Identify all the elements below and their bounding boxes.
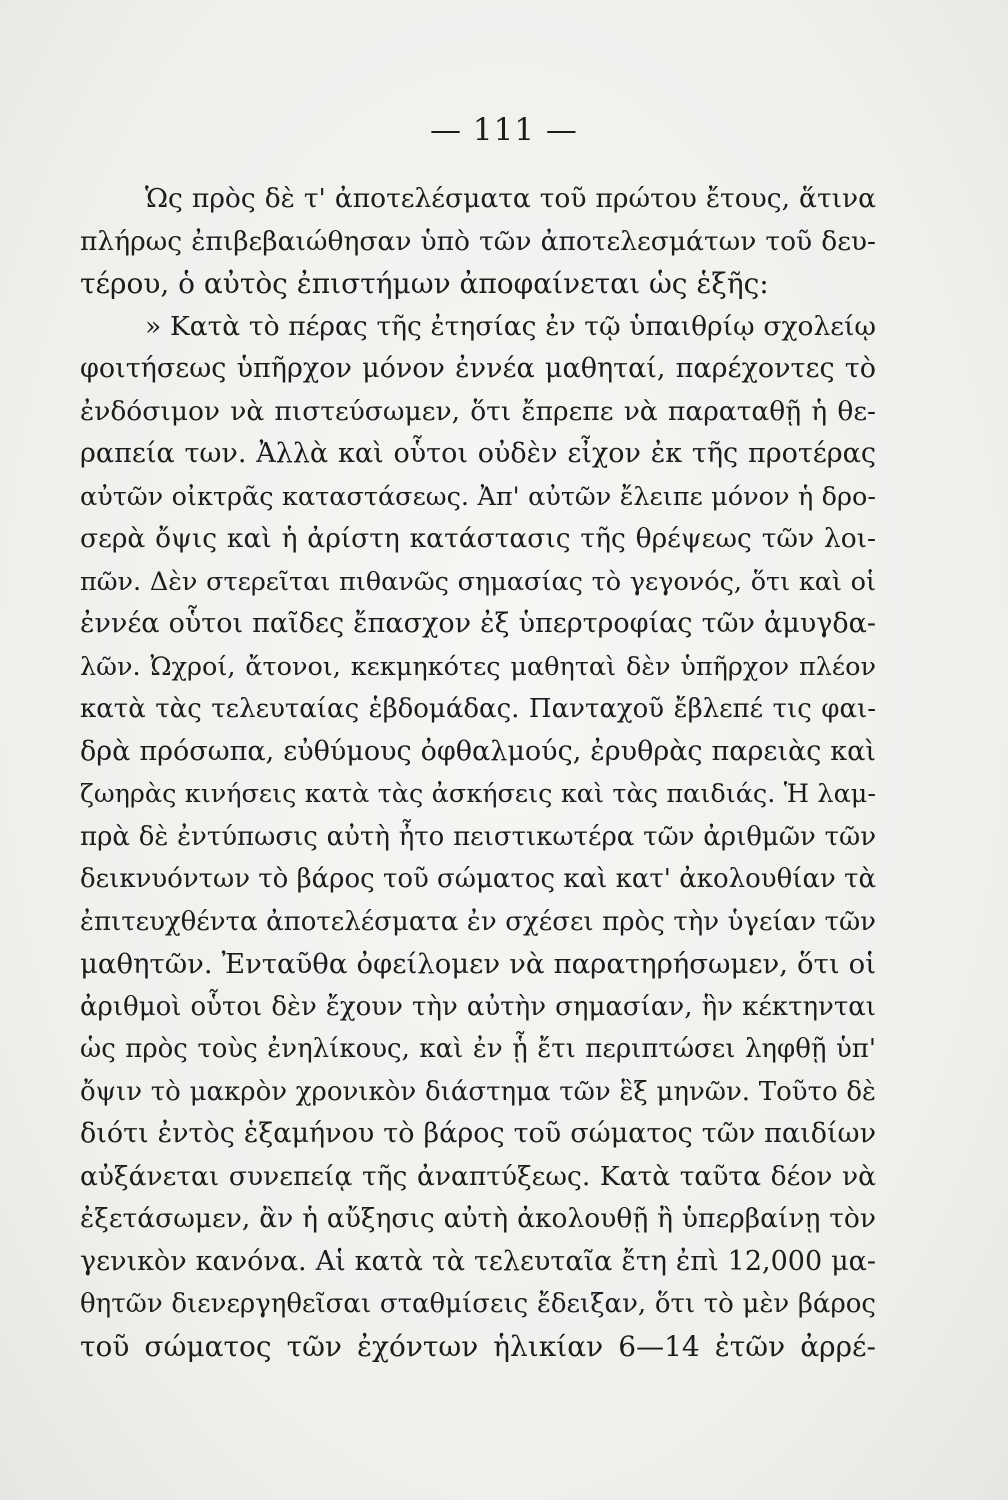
text-line: ὄψιν τὸ μακρὸν χρονικὸν διάστημα τῶν ἓξ μηνῶν. Τοῦτο δὲ (80, 1076, 876, 1107)
text-line: πρὰ δὲ ἐντύπωσις αὐτὴ ἦτο πειστικωτέρα τῶν ἀριθμῶν τῶν (80, 821, 876, 852)
text-line: τέρου, ὁ αὐτὸς ἐπιστήμων ἀποφαίνεται ὡς ἑξῆς: (80, 267, 769, 300)
text-line: γενικὸν κανόνα. Αἱ κατὰ τὰ τελευταῖα ἔτη ἐπὶ 12,000 μα- (80, 1245, 876, 1277)
text-line: Ὡς πρὸς δὲ τ' ἀποτελέσματα τοῦ πρώτου ἔτους, ἅτινα (145, 183, 876, 214)
text-line: λῶν. Ὠχροί, ἄτονοι, κεκμηκότες μαθηταὶ δὲν ὑπῆρχον πλέον (80, 651, 876, 682)
text-line: πῶν. Δὲν στερεῖται πιθανῶς σημασίας τὸ γεγονός, ὅτι καὶ οἱ (80, 566, 876, 597)
text-line: ὡς πρὸς τοὺς ἐνηλίκους, καὶ ἐν ᾗ ἔτι περιπτώσει ληφθῇ ὑπ' (80, 1034, 876, 1064)
text-line: πλήρως ἐπιβεβαιώθησαν ὑπὸ τῶν ἀποτελεσμάτων τοῦ δευ- (80, 225, 876, 257)
text-line: δεικνυόντων τὸ βάρος τοῦ σώματος καὶ κατ' ἀκολουθίαν τὰ (80, 864, 877, 894)
text-line: ραπεία των. Ἀλλὰ καὶ οὗτοι οὐδὲν εἶχον ἐκ τῆς προτέρας (80, 438, 876, 469)
text-line: φοιτήσεως ὑπῆρχον μόνον ἐννέα μαθηταί, παρέχοντες τὸ (80, 353, 876, 384)
text-line: » Κατὰ τὸ πέρας τῆς ἐτησίας ἐν τῷ ὑπαιθρίῳ σχολείῳ (145, 310, 876, 342)
body-text (80, 178, 876, 1368)
text-line: ἐξετάσωμεν, ἂν ἡ αὔξησις αὐτὴ ἀκολουθῇ ἢ ὑπερβαίνῃ τὸν (80, 1203, 876, 1234)
text-line: δρὰ πρόσωπα, εὐθύμους ὀφθαλμούς, ἐρυθρὰς παρειὰς καὶ (80, 735, 876, 767)
text-line: μαθητῶν. Ἐνταῦθα ὀφείλομεν νὰ παρατηρήσωμεν, ὅτι οἱ (80, 948, 876, 980)
text-line: θητῶν διενεργηθεῖσαι σταθμίσεις ἔδειξαν, ὅτι τὸ μὲν βάρος (80, 1289, 876, 1319)
text-line: ἐννέα οὗτοι παῖδες ἔπασχον ἐξ ὑπερτροφίας τῶν ἀμυγδα- (80, 608, 876, 639)
text-line: διότι ἐντὸς ἑξαμήνου τὸ βάρος τοῦ σώματος τῶν παιδίων (80, 1118, 876, 1149)
text-line: σερὰ ὄψις καὶ ἡ ἀρίστη κατάστασις τῆς θρέψεως τῶν λοι- (80, 523, 876, 554)
page-number: — 111 — (430, 112, 578, 148)
text-line: ἀριθμοὶ οὗτοι δὲν ἔχουν τὴν αὐτὴν σημασίαν, ἣν κέκτηνται (80, 991, 876, 1022)
text-line: ἐπιτευχθέντα ἀποτελέσματα ἐν σχέσει πρὸς τὴν ὑγείαν τῶν (80, 906, 876, 937)
text-line: κατὰ τὰς τελευταίας ἑβδομάδας. Πανταχοῦ ἔβλεπέ τις φαι- (80, 694, 876, 724)
text-line: ζωηρὰς κινήσεις κατὰ τὰς ἀσκήσεις καὶ τὰς παιδιάς. Ἡ λαμ- (80, 779, 876, 809)
text-line: ἐνδόσιμον νὰ πιστεύσωμεν, ὅτι ἔπρεπε νὰ παραταθῇ ἡ θε- (80, 395, 876, 427)
text-line: αὐξάνεται συνεπείᾳ τῆς ἀναπτύξεως. Κατὰ ταῦτα δέον νὰ (80, 1160, 876, 1192)
text-line: αὐτῶν οἰκτρᾶς καταστάσεως. Ἀπ' αὐτῶν ἔλειπε μόνον ἡ δρο- (80, 481, 876, 512)
text-line: τοῦ σώματος τῶν ἐχόντων ἡλικίαν 6—14 ἐτῶν ἀρρέ- (80, 1329, 876, 1363)
